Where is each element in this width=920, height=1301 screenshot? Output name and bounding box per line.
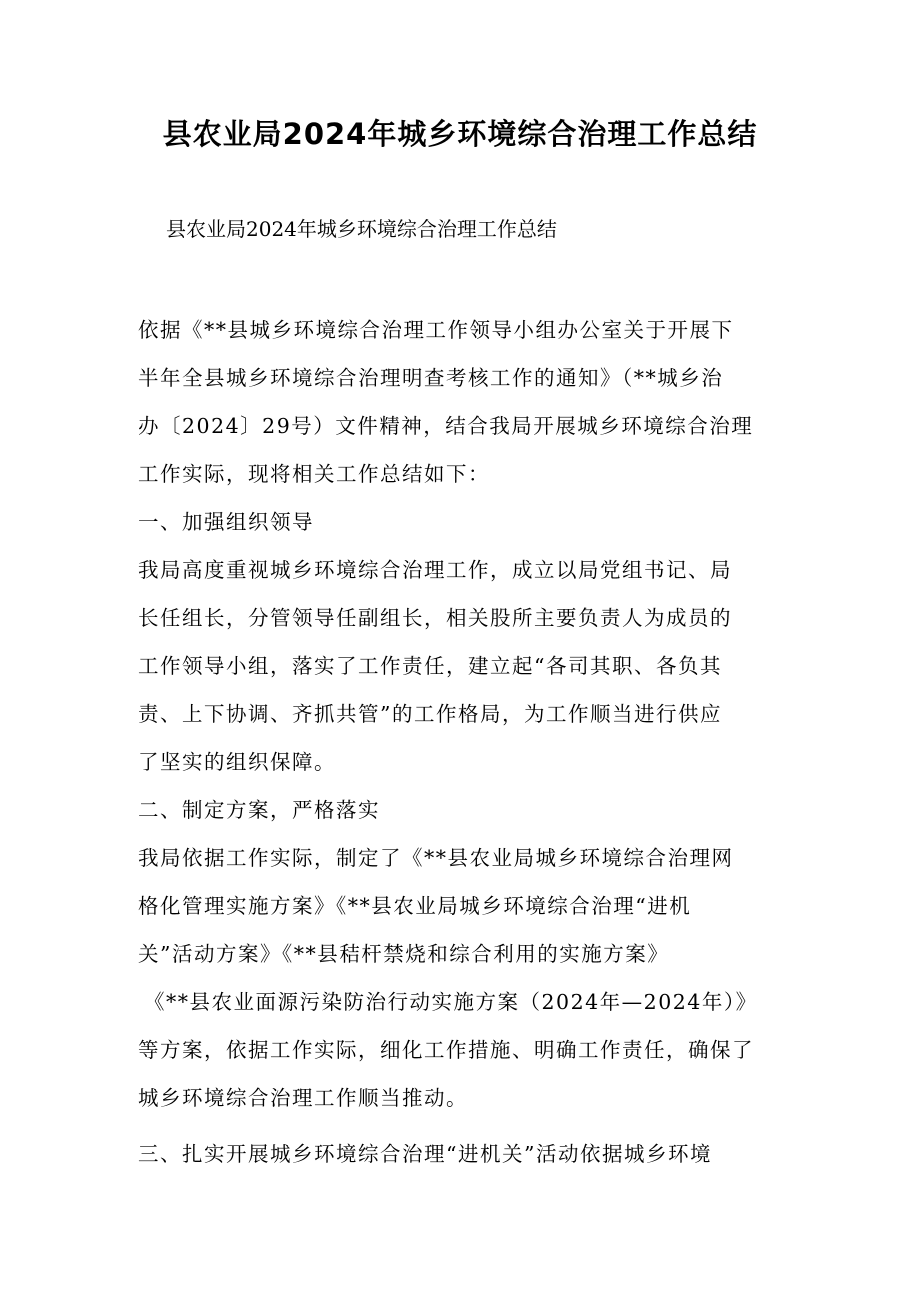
document-title: 县农业局2024年城乡环境综合治理工作总结: [162, 117, 758, 151]
paragraph-line: 格化管理实施方案》《**县农业局城乡环境综合治理“进机: [138, 894, 692, 918]
paragraph-line: 等方案，依据工作实际，细化工作措施、明确工作责任，确保了: [138, 1038, 754, 1062]
paragraph-line: 《**县农业面源污染防治行动实施方案（2024年—2024年）》: [144, 990, 758, 1014]
section-heading-1: 一、加强组织领导: [138, 510, 314, 534]
paragraph-line: 了坚实的组织保障。: [138, 750, 336, 774]
paragraph-line: 关”活动方案》《**县秸杆禁烧和综合利用的实施方案》: [138, 942, 670, 966]
document-subtitle: 县农业局2024年城乡环境综合治理工作总结: [166, 217, 557, 241]
section-heading-2: 二、制定方案，严格落实: [138, 798, 380, 822]
paragraph-line: 办〔2024〕29号）文件精神，结合我局开展城乡环境综合治理: [138, 414, 754, 438]
paragraph-line: 城乡环境综合治理工作顺当推动。: [138, 1086, 468, 1110]
paragraph-line: 我局依据工作实际，制定了《**县农业局城乡环境综合治理网: [138, 846, 734, 870]
paragraph-line: 责、上下协调、齐抓共管”的工作格局，为工作顺当进行供应: [138, 702, 722, 726]
paragraph-line: 长任组长，分管领导任副组长，相关股所主要负责人为成员的: [138, 606, 732, 630]
paragraph-line: 工作实际，现将相关工作总结如下：: [138, 462, 490, 486]
section-heading-3: 三、扎实开展城乡环境综合治理“进机关”活动依据城乡环境: [138, 1142, 712, 1166]
paragraph-line: 我局高度重视城乡环境综合治理工作，成立以局党组书记、局: [138, 558, 732, 582]
paragraph-line: 半年全县城乡环境综合治理明查考核工作的通知》（**城乡治: [138, 366, 724, 390]
paragraph-line: 依据《**县城乡环境综合治理工作领导小组办公室关于开展下: [138, 318, 734, 342]
document-body: [138, 306, 778, 1186]
paragraph-line: 工作领导小组，落实了工作责任，建立起“各司其职、各负其: [138, 654, 722, 678]
